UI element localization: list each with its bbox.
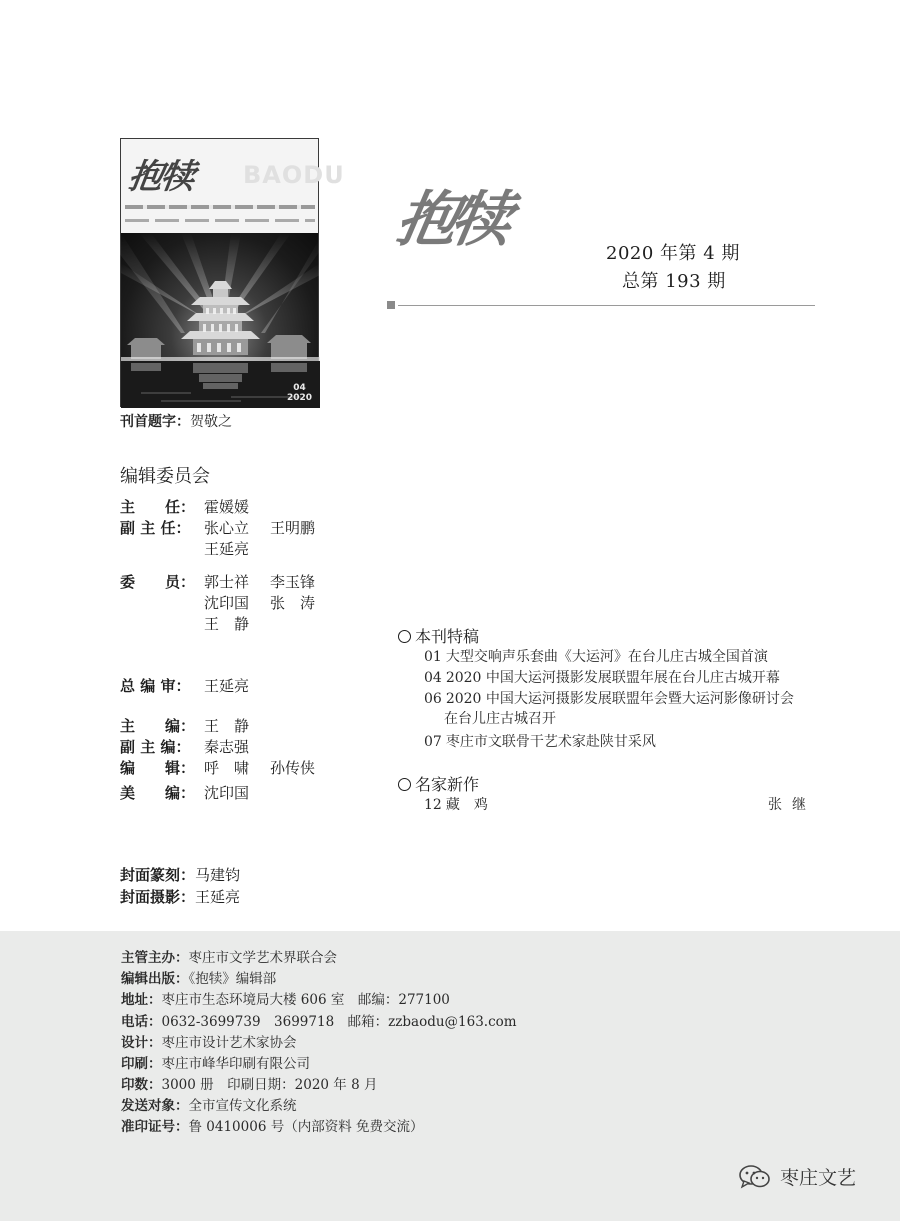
board-row-members xyxy=(120,572,336,593)
info-value: 全市宣传文化系统 xyxy=(188,1098,297,1114)
cover-issue-mark xyxy=(287,383,312,403)
info-label: 地址： xyxy=(121,992,162,1008)
info-line xyxy=(121,1010,517,1030)
credit-label: 封面摄影： xyxy=(120,888,196,906)
wechat-account-name: 枣庄文艺 xyxy=(780,1167,857,1189)
cover-thumbnail xyxy=(120,138,345,407)
info-label: 印刷： xyxy=(121,1056,162,1072)
board-name: 王 静 xyxy=(204,717,250,735)
info-line xyxy=(121,1115,424,1135)
board-label: 主 编： xyxy=(120,717,196,735)
wechat-account-badge[interactable] xyxy=(738,1163,856,1190)
board-name: 李玉锋 xyxy=(270,573,316,591)
masthead-logo: 抱犊 xyxy=(390,185,512,255)
toc-section-special xyxy=(398,624,479,647)
toc-section-title: 本刊特稿 xyxy=(415,627,480,646)
board-name: 王 静 xyxy=(204,615,250,633)
toc-page-number: 07 xyxy=(424,734,442,750)
info-label: 设计： xyxy=(121,1035,162,1051)
credit-value: 王延亮 xyxy=(195,888,241,906)
cover-logo: 抱犊 xyxy=(125,157,196,197)
info-line xyxy=(121,1031,297,1051)
night-pavilion-illustration xyxy=(121,233,320,408)
info-value: 鲁 0410006 号（内部资料 免费交流） xyxy=(188,1119,424,1135)
board-row-chief-reviewer xyxy=(120,676,270,697)
toc-item[interactable] xyxy=(424,646,768,666)
info-value: 枣庄市文学艺术界联合会 xyxy=(188,950,337,966)
toc-page-number: 12 xyxy=(424,797,442,813)
board-label: 总 编 审： xyxy=(120,677,191,695)
board-name: 郭士祥 xyxy=(204,573,250,591)
board-name: 沈印国 xyxy=(204,594,250,612)
info-value: 《抱犊》编辑部 xyxy=(188,971,277,987)
caption-label: 刊首题字： xyxy=(120,414,190,430)
board-name: 王延亮 xyxy=(204,540,250,558)
toc-page-number: 06 xyxy=(424,691,442,707)
board-label: 委 员： xyxy=(120,573,196,591)
info-label: 发送对象： xyxy=(121,1098,189,1114)
toc-title: 大型交响声乐套曲《大运河》在台儿庄古城全国首演 xyxy=(445,649,768,665)
toc-section-title: 名家新作 xyxy=(415,775,480,794)
toc-title: 藏 鸡 xyxy=(445,797,488,813)
board-name: 张心立 xyxy=(204,519,250,537)
board-title: 编辑委员会 xyxy=(120,466,210,487)
toc-author: 张继 xyxy=(768,797,816,813)
board-row-editor-in-chief xyxy=(120,716,270,737)
info-label: 编辑出版： xyxy=(121,971,189,987)
wechat-icon xyxy=(738,1164,772,1190)
info-value: 枣庄市生态环境局大楼 606 室 邮编：277100 xyxy=(161,992,450,1008)
info-line xyxy=(121,946,337,966)
toc-title: 2020 中国大运河摄影发展联盟年展在台儿庄古城开幕 xyxy=(445,670,780,686)
issue-number: 2020 年第 4 期 xyxy=(606,243,740,264)
board-name: 张 涛 xyxy=(270,594,316,612)
board-row-members-cont xyxy=(204,614,270,635)
board-name: 沈印国 xyxy=(204,784,250,802)
masthead-rule xyxy=(398,305,815,306)
rule-square xyxy=(387,301,395,309)
toc-item[interactable] xyxy=(424,688,794,708)
info-line xyxy=(121,988,450,1008)
toc-section-masters xyxy=(398,772,479,795)
toc-title: 枣庄市文联骨干艺术家赴陕甘采风 xyxy=(445,734,656,750)
board-name: 呼 啸 xyxy=(204,759,250,777)
board-name: 王明鹏 xyxy=(270,519,316,537)
board-label: 编 辑： xyxy=(120,759,196,777)
credit-cover-photo xyxy=(120,886,240,907)
toc-title-cont: 在台儿庄古城召开 xyxy=(444,711,556,727)
caption-value: 贺敬之 xyxy=(190,414,232,430)
toc-page-number: 01 xyxy=(424,649,442,665)
board-name: 霍媛媛 xyxy=(204,498,250,516)
cover-divider xyxy=(125,205,315,209)
cover-caption xyxy=(120,411,232,431)
cover-issue-year: 2020 xyxy=(286,393,312,403)
cover-latin-title: BAODU xyxy=(243,161,345,189)
board-name: 孙传侠 xyxy=(270,759,316,777)
info-value: 枣庄市峰华印刷有限公司 xyxy=(161,1056,310,1072)
info-line xyxy=(121,1094,297,1114)
board-label: 副 主 编： xyxy=(120,738,191,756)
info-label: 印数： xyxy=(121,1077,162,1093)
toc-item[interactable] xyxy=(424,794,488,814)
info-line xyxy=(121,967,276,987)
board-label: 副 主 任： xyxy=(120,519,191,537)
cover-contents-strip xyxy=(125,219,315,222)
board-label: 主 任： xyxy=(120,498,196,516)
info-line xyxy=(121,1052,310,1072)
total-issue-number: 总第 193 期 xyxy=(622,271,726,292)
info-label: 准印证号： xyxy=(121,1119,189,1135)
cover-photo xyxy=(121,233,318,408)
info-label: 电话： xyxy=(121,1014,162,1030)
credit-label: 封面篆刻： xyxy=(120,866,196,884)
toc-item[interactable] xyxy=(424,667,780,687)
circle-bullet-icon xyxy=(398,630,411,643)
credit-seal-carving xyxy=(120,864,240,885)
credit-value: 马建钧 xyxy=(195,866,241,884)
board-row-director xyxy=(120,497,270,518)
board-row-deputy-director xyxy=(120,518,336,539)
info-value: 3000 册 印刷日期：2020 年 8 月 xyxy=(161,1077,378,1093)
board-row-deputy-director-cont xyxy=(204,539,270,560)
info-value: 枣庄市设计艺术家协会 xyxy=(161,1035,297,1051)
toc-item-continuation[interactable] xyxy=(444,708,556,728)
info-value: 0632-3699739 3699718 邮箱：zzbaodu@163.com xyxy=(161,1014,517,1030)
board-row-art-editor xyxy=(120,783,270,804)
info-label: 主管主办： xyxy=(121,950,189,966)
circle-bullet-icon xyxy=(398,778,411,791)
board-name: 王延亮 xyxy=(204,677,250,695)
toc-item[interactable] xyxy=(424,731,656,751)
board-name: 秦志强 xyxy=(204,738,250,756)
board-row-deputy-editor xyxy=(120,737,270,758)
toc-title: 2020 中国大运河摄影发展联盟年会暨大运河影像研讨会 xyxy=(445,691,794,707)
toc-page-number: 04 xyxy=(424,670,442,686)
board-row-editors xyxy=(120,758,336,779)
cover-issue-number: 04 xyxy=(293,383,306,393)
board-row-members-cont xyxy=(204,593,336,614)
board-label: 美 编： xyxy=(120,784,196,802)
info-line xyxy=(121,1073,377,1093)
